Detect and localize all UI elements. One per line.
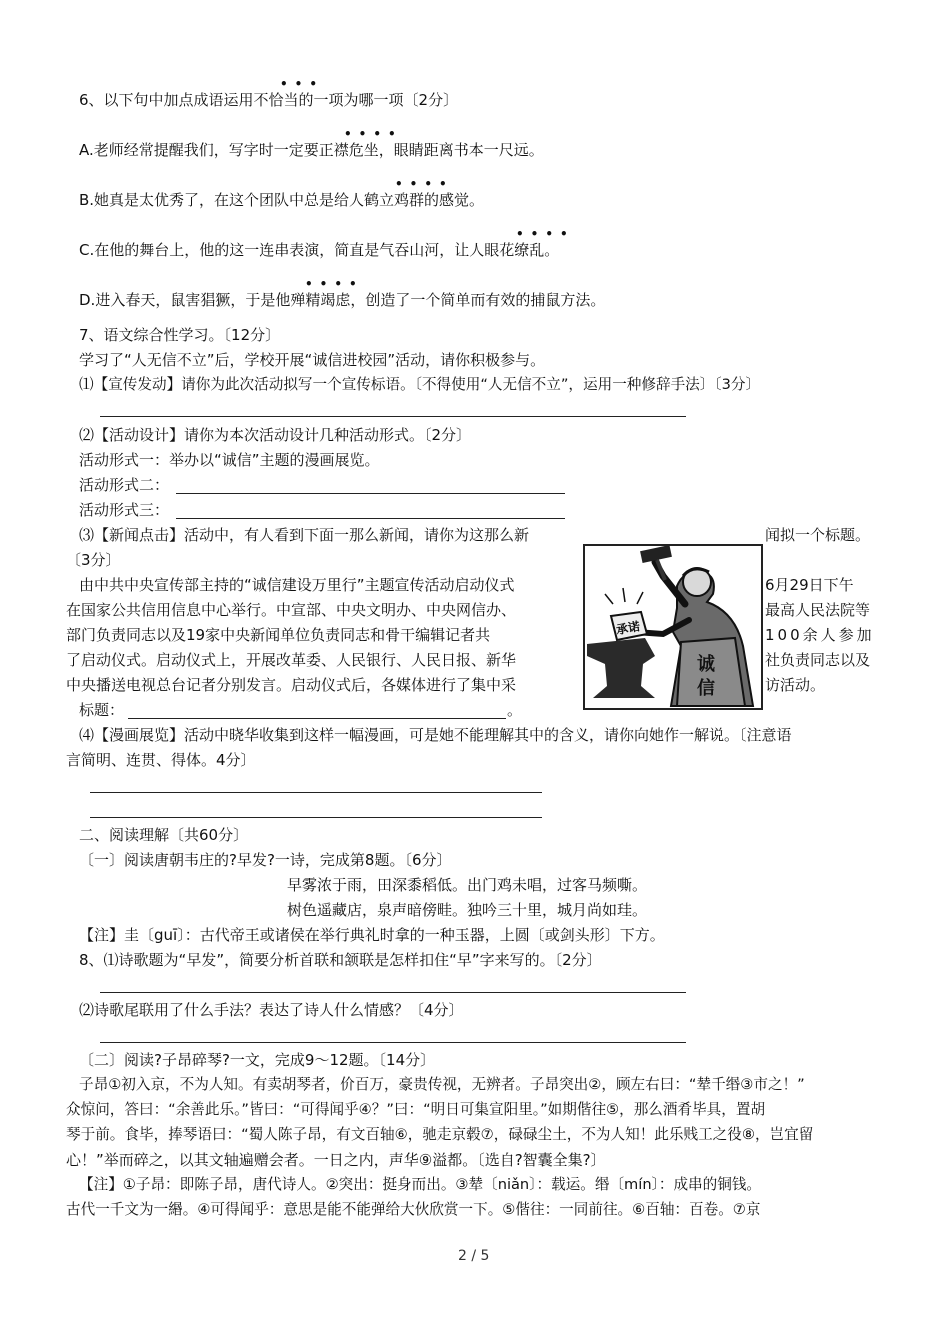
passage-line: 众惊问，答曰：“余善此乐。”皆曰：“可得闻乎④？”曰：“明日可集宣阳里。”如期偕往⑤，那么酒肴毕具，置胡 bbox=[66, 1101, 766, 1118]
activity-form-2-label: 活动形式二： bbox=[79, 476, 170, 494]
passage-line: 子昂①初入京，不为人知。有卖胡琴者，价百万，豪贵传视，无辨者。子昂突出②，顾左右曰：“辇千缗③市之！” bbox=[79, 1076, 805, 1093]
news-title-end: 。 bbox=[507, 701, 523, 719]
emphasis-dots: ••• bbox=[280, 77, 325, 91]
page-number: 2 / 5 bbox=[458, 1248, 490, 1264]
part-3-points: 〔3分〕 bbox=[66, 551, 121, 569]
news-title-label: 标题： bbox=[79, 701, 125, 719]
q8-2-answer-line[interactable] bbox=[100, 1042, 686, 1043]
passage-note: 【注】①子昂：即陈子昂，唐代诗人。②突出：挺身而出。③辇〔niǎn〕：载运。缗〔mín〕：成串的铜钱。 bbox=[79, 1176, 762, 1193]
emphasis-dots: •••• bbox=[516, 227, 575, 241]
cartoon-apron-bottom: 信 bbox=[697, 678, 715, 699]
option-c: C.在他的舞台上，他的这一连串表演，简直是气吞山河，让人眼花缭乱。 bbox=[79, 241, 560, 259]
part-4-prompt: ⑷【漫画展览】活动中晓华收集到这样一幅漫画，可是她不能理解其中的含义，请你向她作一解说。〔注意语 bbox=[79, 726, 792, 744]
question-7-intro: 学习了“人无信不立”后，学校开展“诚信进校园”活动，请你积极参与。 bbox=[79, 351, 546, 369]
poem-line: 树色遥藏店，泉声暗傍畦。独吟三十里，城月尚如珪。 bbox=[287, 901, 648, 919]
part-3-prompt-end: 闻拟一个标题。 bbox=[765, 526, 871, 544]
slogan-answer-line[interactable] bbox=[100, 416, 686, 417]
news-line-right: 100余人参加 bbox=[765, 626, 875, 644]
passage-note: 古代一千文为一緡。④可得闻乎：意思是能不能弹给大伙欣赏一下。⑤偕往：一同前往。⑥百轴：百卷。⑦京 bbox=[66, 1201, 761, 1218]
comic-answer-line[interactable] bbox=[90, 817, 542, 818]
activity-form-3-answer-line[interactable] bbox=[176, 518, 565, 519]
news-line-right: 访活动。 bbox=[765, 676, 826, 694]
question-7-title: 7、语文综合性学习。〔12分〕 bbox=[79, 326, 281, 344]
section-1-intro: 〔一〕阅读唐朝韦庄的?早发?一诗，完成第8题。〔6分〕 bbox=[79, 851, 452, 869]
cartoon-drawing bbox=[585, 546, 761, 708]
emphasis-dots: •••• bbox=[305, 277, 364, 291]
news-line: 了启动仪式。启动仪式上，开展改革委、人民银行、人民日报、新华 bbox=[66, 651, 517, 669]
news-line-right: 6月29日下午 bbox=[765, 576, 854, 594]
cartoon-apron-top: 诚 bbox=[697, 654, 715, 675]
news-line: 由中共中央宣传部主持的“诚信建设万里行”主题宣传活动启动仪式 bbox=[79, 576, 515, 594]
news-line-right: 最高人民法院等 bbox=[765, 601, 871, 619]
option-b: B.她真是太优秀了，在这个团队中总是给人鹤立鸡群的感觉。 bbox=[79, 191, 485, 209]
question-8-part-2: ⑵诗歌尾联用了什么手法？表达了诗人什么情感？〔4分〕 bbox=[79, 1001, 464, 1019]
question-6-stem: 6、以下句中加点成语运用不恰当的一项为哪一项〔2分〕 bbox=[79, 91, 459, 109]
passage-line: 心！”举而碎之，以其文轴遍赠会者。一日之内，声华⑨溢都。〔选自?智囊全集?〕 bbox=[66, 1151, 606, 1169]
news-line-right: 社负责同志以及 bbox=[765, 651, 871, 669]
integrity-cartoon bbox=[583, 544, 763, 710]
emphasis-dots: •••• bbox=[344, 127, 403, 141]
poem-line: 早雾浓于雨，田深黍稻低。出门鸡未唱，过客马频嘶。 bbox=[287, 876, 648, 894]
part-2-prompt: ⑵【活动设计】请你为本次活动设计几种活动形式。〔2分〕 bbox=[79, 426, 472, 444]
option-a: A.老师经常提醒我们，写字时一定要正襟危坐，眼睛距离书本一尺远。 bbox=[79, 141, 544, 159]
part-4-prompt-cont: 言简明、连贯、得体。4分〕 bbox=[66, 751, 256, 769]
news-title-answer-line[interactable] bbox=[128, 718, 506, 719]
section-2-intro: 〔二〕阅读?子昂碎琴?一文，完成9～12题。〔14分〕 bbox=[79, 1051, 436, 1069]
news-line: 在国家公共信用信息中心举行。中宣部、中央文明办、中央网信办、 bbox=[66, 601, 517, 619]
option-d: D.进入春天，鼠害猖獗，于是他殚精竭虑，创造了一个简单而有效的捕鼠方法。 bbox=[79, 291, 606, 309]
activity-form-2-answer-line[interactable] bbox=[176, 493, 565, 494]
activity-form-3-label: 活动形式三： bbox=[79, 501, 170, 519]
passage-line: 琴于前。食毕，捧琴语曰：“蜀人陈子昂，有文百轴⑥，驰走京毂⑦，碌碌尘土，不为人知！此乐贱工之役⑧，岂宜留 bbox=[66, 1126, 814, 1143]
emphasis-dots: •••• bbox=[395, 177, 454, 191]
part-1-prompt: ⑴【宣传发动】请你为此次活动拟写一个宣传标语。〔不得使用“人无信不立”，运用一种修辞手法〕〔3分〕 bbox=[79, 376, 761, 393]
activity-form-1: 活动形式一：举办以“诚信”主题的漫画展览。 bbox=[79, 451, 380, 469]
news-line: 部门负责同志以及19家中央新闻单位负责同志和骨干编辑记者共 bbox=[66, 626, 491, 644]
comic-answer-line[interactable] bbox=[90, 792, 542, 793]
news-line: 中央播送电视总台记者分别发言。启动仪式后，各媒体进行了集中采 bbox=[66, 676, 517, 694]
part-3-prompt: ⑶【新闻点击】活动中，有人看到下面一那么新闻，请你为这那么新 bbox=[79, 526, 530, 544]
cartoon-tag-text: 承诺 bbox=[614, 619, 642, 638]
section-heading: 二、阅读理解〔共60分〕 bbox=[79, 826, 249, 844]
question-8-part-1: 8、⑴诗歌题为“早发”，简要分析首联和颔联是怎样扣住“早”字来写的。〔2分〕 bbox=[79, 951, 602, 969]
poem-note: 【注】圭〔guī〕：古代帝王或诸侯在举行典礼时拿的一种玉器，上圆〔或剑头形〕下方。 bbox=[79, 926, 665, 944]
q8-1-answer-line[interactable] bbox=[100, 992, 686, 993]
